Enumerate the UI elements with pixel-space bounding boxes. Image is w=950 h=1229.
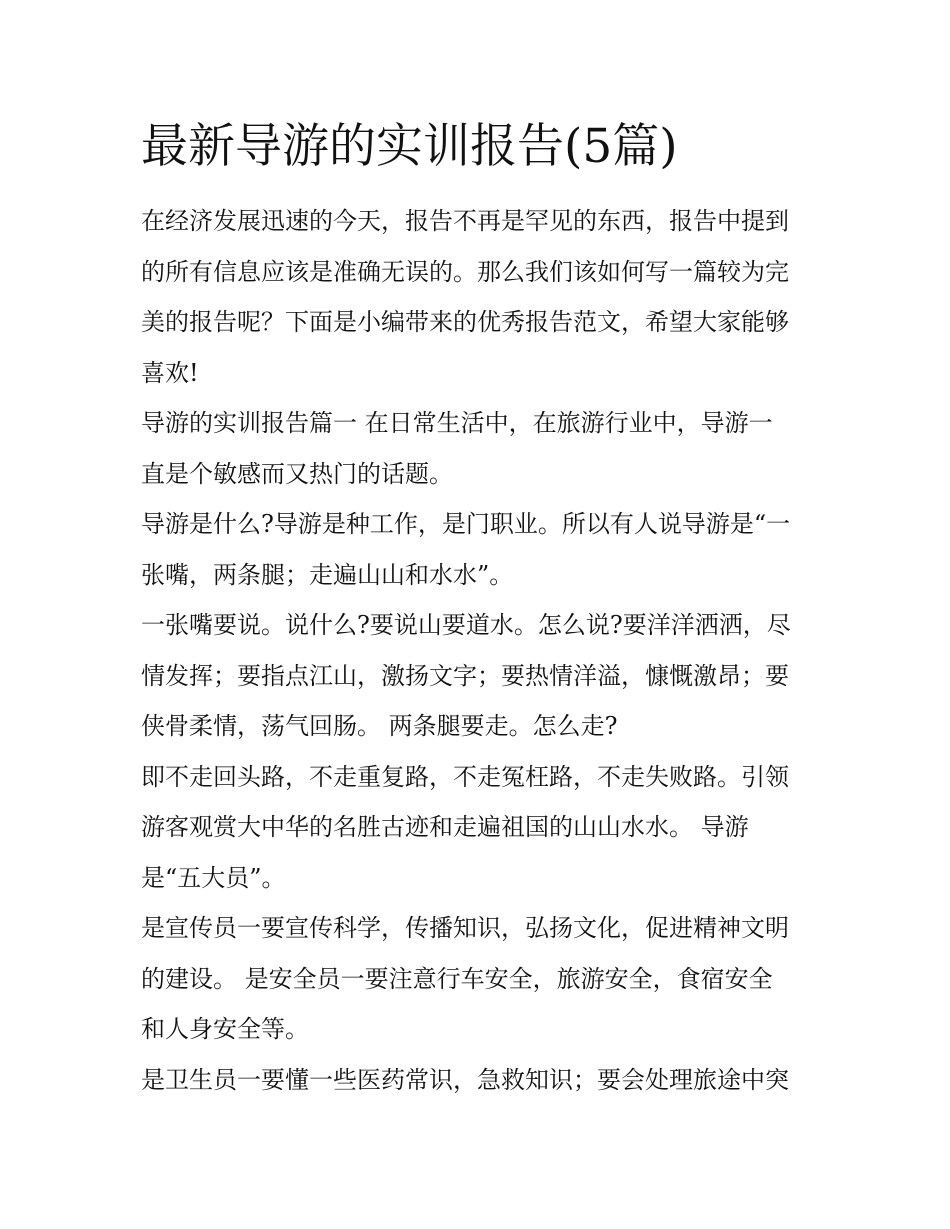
body-line: 张嘴，两条腿；走遍山山和水水”。 <box>141 560 514 589</box>
body-line: 的所有信息应该是准确无误的。那么我们该如何写一篇较为完 <box>141 257 789 286</box>
body-line: 一张嘴要说。说什么?要说山要道水。怎么说?要洋洋洒洒，尽 <box>141 611 791 639</box>
body-line: 和人身安全等。 <box>141 1015 309 1043</box>
document-title: 最新导游的实训报告(5篇) <box>141 119 678 174</box>
body-line: 是“五大员”。 <box>141 863 286 892</box>
document-body <box>141 196 821 1105</box>
body-line: 游客观赏大中华的名胜古迹和走遍祖国的山山水水。 导游 <box>141 813 749 841</box>
body-line: 直是个敏感而又热门的话题。 <box>141 459 453 488</box>
body-line: 导游是什么?导游是种工作，是门职业。所以有人说导游是“一 <box>141 510 791 538</box>
body-line: 喜欢! <box>141 358 199 387</box>
body-line: 导游的实训报告篇一 在日常生活中，在旅游行业中，导游一 <box>141 409 773 437</box>
body-line: 的建设。 是安全员一要注意行车安全，旅游安全，食宿安全 <box>141 964 773 993</box>
body-line: 是卫生员一要懂一些医药常识，急救知识；要会处理旅途中突 <box>141 1065 789 1094</box>
body-line: 美的报告呢？下面是小编带来的优秀报告范文，希望大家能够 <box>141 308 789 336</box>
body-line: 在经济发展迅速的今天，报告不再是罕见的东西，报告中提到 <box>141 207 789 235</box>
body-line: 侠骨柔情，荡气回肠。 两条腿要走。怎么走? <box>141 712 618 740</box>
body-line: 情发挥；要指点江山，激扬文字；要热情洋溢，慷慨激昂；要 <box>141 661 789 690</box>
body-line: 即不走回头路，不走重复路，不走冤枉路，不走失败路。引领 <box>141 762 789 791</box>
body-line: 是宣传员一要宣传科学，传播知识，弘扬文化，促进精神文明 <box>141 914 789 942</box>
